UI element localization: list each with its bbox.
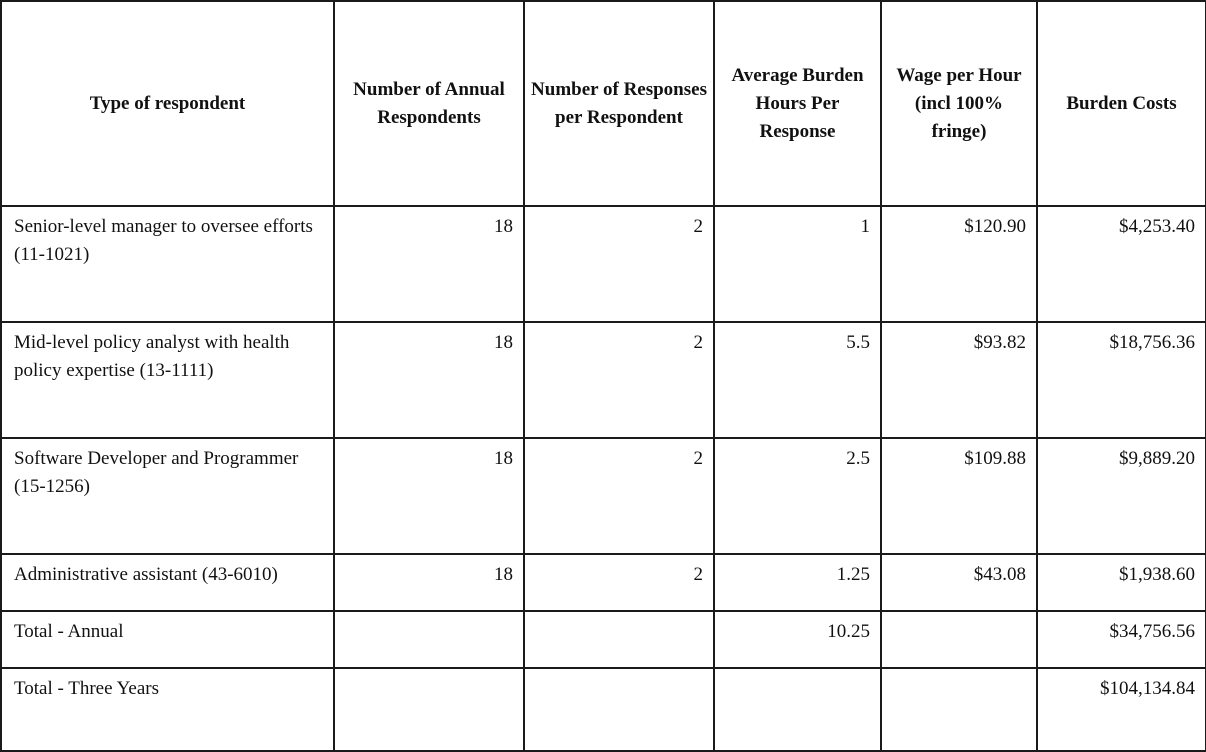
cell-burden-costs: $18,756.36 [1037,322,1206,438]
cell-wage-per-hour: $120.90 [881,206,1037,322]
cell-respondent: Total - Annual [1,611,334,668]
cell-burden-costs: $4,253.40 [1037,206,1206,322]
cell-avg-burden-hours: 10.25 [714,611,881,668]
cell-burden-costs: $1,938.60 [1037,554,1206,611]
cell-responses-per-respondent: 2 [524,322,714,438]
cell-annual-respondents: 18 [334,322,524,438]
table-row [1,438,1206,554]
cell-burden-costs: $34,756.56 [1037,611,1206,668]
cell-annual-respondents: 18 [334,206,524,322]
cell-burden-costs: $9,889.20 [1037,438,1206,554]
table-row-total-annual [1,611,1206,668]
cell-annual-respondents [334,611,524,668]
cell-respondent: Total - Three Years [1,668,334,751]
cell-responses-per-respondent: 2 [524,438,714,554]
header-type-of-respondent: Type of respondent [1,1,334,206]
header-avg-burden-hours: Average Burden Hours Per Response [714,1,881,206]
cell-avg-burden-hours: 5.5 [714,322,881,438]
cell-avg-burden-hours: 2.5 [714,438,881,554]
cell-annual-respondents [334,668,524,751]
cell-avg-burden-hours: 1.25 [714,554,881,611]
cell-annual-respondents: 18 [334,438,524,554]
cell-burden-costs: $104,134.84 [1037,668,1206,751]
table-row [1,206,1206,322]
header-burden-costs: Burden Costs [1037,1,1206,206]
header-annual-respondents: Number of Annual Respondents [334,1,524,206]
cell-wage-per-hour [881,611,1037,668]
cell-avg-burden-hours: 1 [714,206,881,322]
cell-wage-per-hour: $93.82 [881,322,1037,438]
cell-annual-respondents: 18 [334,554,524,611]
cell-respondent: Senior-level manager to oversee efforts (11-1021) [1,206,334,322]
table-header-row [1,1,1206,206]
cell-respondent: Mid-level policy analyst with health policy expertise (13-1111) [1,322,334,438]
table-row [1,554,1206,611]
cell-responses-per-respondent: 2 [524,206,714,322]
table-row-total-three-years [1,668,1206,751]
cell-respondent: Software Developer and Programmer (15-1256) [1,438,334,554]
cell-responses-per-respondent: 2 [524,554,714,611]
cell-wage-per-hour [881,668,1037,751]
cell-respondent: Administrative assistant (43-6010) [1,554,334,611]
header-wage-per-hour: Wage per Hour (incl 100% fringe) [881,1,1037,206]
cell-responses-per-respondent [524,668,714,751]
cell-wage-per-hour: $43.08 [881,554,1037,611]
cell-avg-burden-hours [714,668,881,751]
cell-wage-per-hour: $109.88 [881,438,1037,554]
header-responses-per-respondent: Number of Responses per Respondent [524,1,714,206]
table-row [1,322,1206,438]
cell-responses-per-respondent [524,611,714,668]
